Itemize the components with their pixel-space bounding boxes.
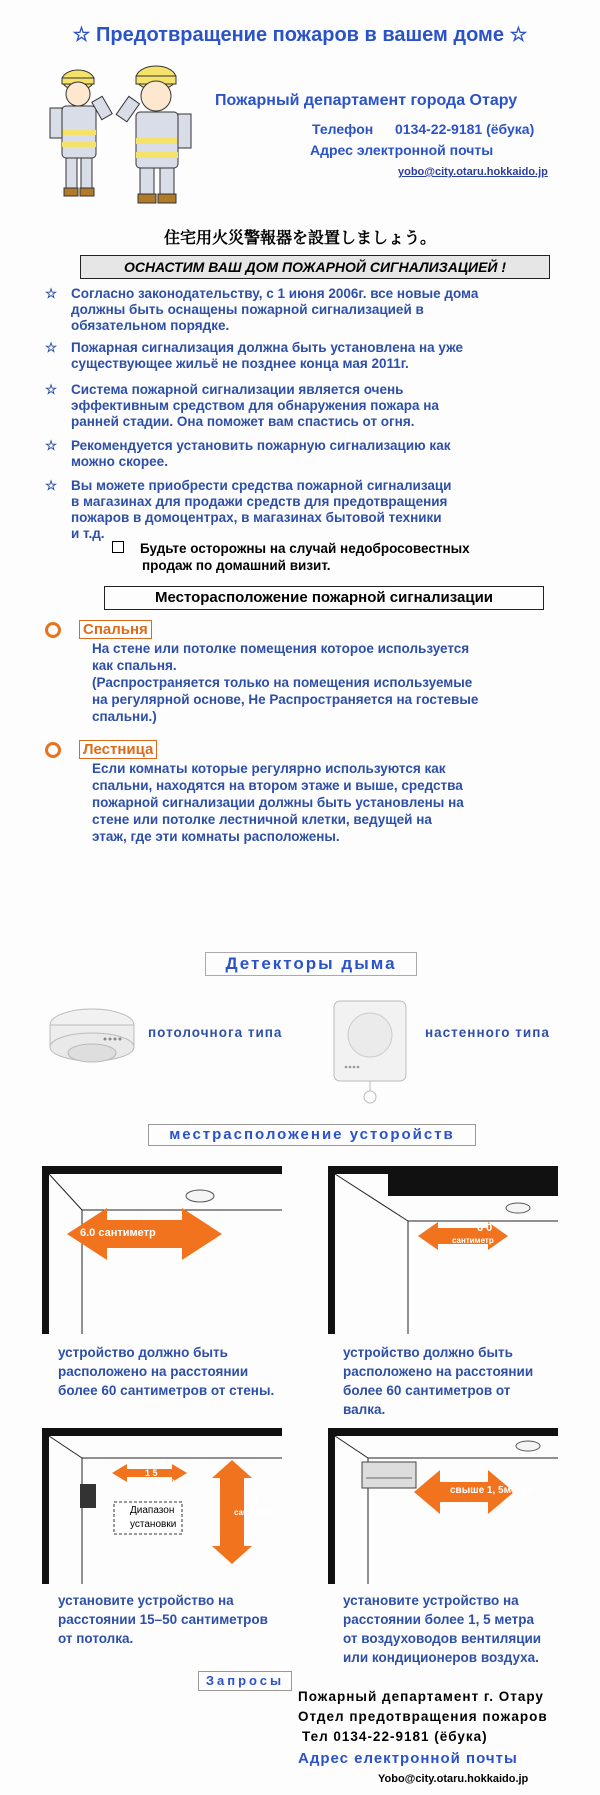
diagram2-label-bottom: сантиметр — [452, 1236, 494, 1245]
ceiling-type-label: потолочнога типа — [148, 1025, 283, 1040]
checkbox-icon — [112, 541, 124, 553]
inquiries-dept: Пожарный департамент г. Отару — [298, 1689, 544, 1704]
inquiries-title: Запросы — [198, 1671, 292, 1691]
bullet-item: ☆ Вы можете приобрести средства пожарной сигнализаци в магазинах для продажи средств для предотвращения пожаров в домоцентрах, в магазинах бытовой техники и т.д. — [45, 478, 452, 541]
email-address[interactable]: yobo@city.otaru.hokkaido.jp — [398, 166, 548, 178]
caption-vent: установите устройство на расстоянии более 1, 5 метра от воздуховодов вентиляции или кондиционеров воздуха. — [343, 1593, 542, 1665]
japanese-slogan: 住宅用火災警報器を設置しましょう。 — [163, 228, 436, 247]
bedroom-text: На стене или потолке помещения которое используется как спальня. (Распространяется только на помещения используемые на регулярной основе, Не Распространяется на гостевые спальни.) — [92, 641, 479, 724]
diagram-wall-distance — [42, 1166, 282, 1334]
phone-number: 0134-22-9181 (ёбука) — [395, 121, 535, 137]
diagram-beam-distance — [328, 1166, 558, 1334]
alarm-banner: ОСНАСТИМ ВАШ ДОМ ПОЖАРНОЙ СИГНАЛИЗАЦИЕЙ ! — [80, 255, 550, 279]
diagram3-label-b-bottom: сантиметр — [234, 1508, 276, 1517]
inquiries-email-label: Адрес електронной почты — [298, 1750, 518, 1767]
caution-note: Будьте осторожны на случай недобросовестных продаж по домашний визит. — [112, 540, 470, 574]
bullet-item: ☆ Пожарная сигнализация должна быть установлена на уже существующее жильё не позднее конца мая 2011г. — [45, 340, 463, 371]
wall-detector-image — [328, 995, 412, 1107]
department-name: Пожарный департамент города Отару — [215, 92, 518, 109]
diagram3-label-a-bottom: сантиметр — [133, 1477, 175, 1486]
smoke-detectors-title: Детекторы дыма — [205, 952, 417, 976]
diagram3-range-top: Диапазон — [130, 1505, 175, 1516]
bullet-item: ☆ Согласно законодательству, с 1 июня 2006г. все новые дома должны быть оснащены пожарной сигнализацией в обязательном порядке. — [45, 286, 479, 333]
phone-label: Телефон — [312, 121, 374, 137]
inquiries-division: Отдел предотвращения пожаров — [298, 1709, 548, 1724]
diagram-vent-distance — [328, 1428, 558, 1584]
firefighter-illustration — [40, 58, 210, 210]
circle-bullet-icon — [45, 742, 61, 758]
diagram1-label: 6.0 сантиметр — [80, 1227, 156, 1239]
bullet-item: ☆ Система пожарной сигнализации является очень эффективным средством для обнаружения пожара на ранней стадии. Она поможет вам спастись от огня. — [45, 382, 439, 429]
star-icon: ☆ — [45, 438, 58, 453]
placement-title: местрасположение усторойств — [148, 1124, 476, 1146]
diagram3-label-b-top: 5 0 — [244, 1494, 258, 1505]
caption-ceiling: установите устройство на расстоянии 15–50 сантиметров от потолка. — [58, 1593, 268, 1646]
circle-bullet-icon — [45, 622, 61, 638]
wall-type-label: настенного типа — [425, 1025, 550, 1040]
ceiling-detector-image — [45, 1003, 140, 1073]
inquiries-email[interactable]: Yobo@city.otaru.hokkaido.jp — [378, 1773, 529, 1785]
bullet-item: ☆ Рекомендуется установить пожарную сигнализацию как можно скорее. — [45, 438, 451, 469]
diagram4-label: свыше 1, 5метра — [450, 1485, 533, 1496]
star-icon: ☆ — [45, 286, 58, 301]
diagram2-label-top: 6 0 — [477, 1222, 493, 1234]
page-title: ☆ Предотвращение пожаров в вашем доме ☆ — [72, 24, 528, 46]
star-icon: ☆ — [45, 478, 58, 493]
caption-beam: устройство должно быть расположено на расстоянии более 60 сантиметров от валка. — [343, 1345, 534, 1417]
location-section-title: Месторасположение пожарной сигнализации — [104, 586, 544, 610]
diagram3-label-a-top: 1 5 — [145, 1468, 158, 1478]
diagram3-range-bottom: установки — [130, 1519, 177, 1530]
email-label: Адрес электронной почты — [310, 142, 494, 158]
star-icon: ☆ — [45, 382, 58, 397]
star-icon: ☆ — [45, 340, 58, 355]
stairs-heading: Лестница — [45, 741, 157, 758]
inquiries-phone: Тел 0134-22-9181 (ёбука) — [302, 1729, 488, 1744]
bedroom-heading: Спальня — [45, 621, 152, 638]
caption-wall: устройство должно быть расположено на расстоянии более 60 сантиметров от стены. — [58, 1345, 275, 1398]
stairs-text: Если комнаты которые регулярно используются как спальни, находятся на втором этаже и выше, средства пожарной сигнализации должны быть установлены на стене или потолке лестничной клетки, ведущей на этаж, где эти комнаты расположены. — [92, 761, 464, 844]
